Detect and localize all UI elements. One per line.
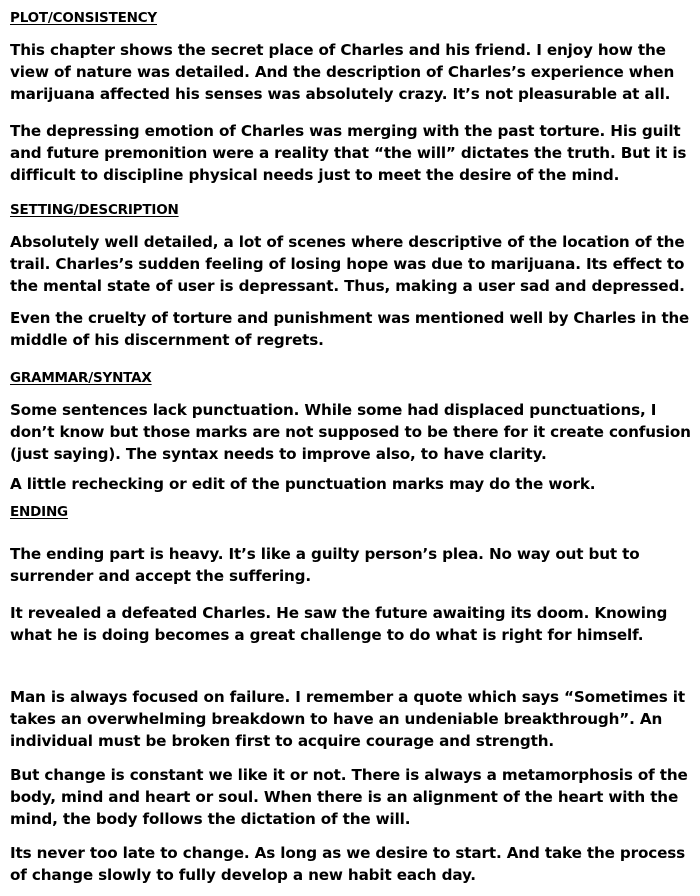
paragraph-line: surrender and accept the suffering. [10,567,312,585]
section-heading: ENDING [10,504,68,520]
paragraph-line: Absolutely well detailed, a lot of scenes where descriptive of the location of the [10,233,685,251]
paragraph [10,686,685,752]
paragraph [10,543,640,587]
paragraph-line: what he is doing becomes a great challenge to do what is right for himself. [10,626,644,644]
paragraph-line: middle of his discernment of regrets. [10,331,324,349]
section-heading: PLOT/CONSISTENCY [10,10,157,26]
paragraph-line: body, mind and heart or soul. When there is an alignment of the heart with the [10,788,679,806]
paragraph-line: Some sentences lack punctuation. While some had displaced punctuations, I [10,401,657,419]
section-heading: SETTING/DESCRIPTION [10,202,179,218]
paragraph-line: trail. Charles’s sudden feeling of losing hope was due to marijuana. Its effect to [10,255,685,273]
paragraph-line: The ending part is heavy. It’s like a guilty person’s plea. No way out but to [10,545,640,563]
paragraph-line: don’t know but those marks are not supposed to be there for it create confusion [10,423,691,441]
paragraph [10,39,674,105]
paragraph-line: Even the cruelty of torture and punishment was mentioned well by Charles in the [10,309,690,327]
paragraph [10,231,685,297]
paragraph-line: Its never too late to change. As long as we desire to start. And take the process [10,844,686,862]
section-heading: GRAMMAR/SYNTAX [10,370,152,386]
paragraph-line: the mental state of user is depressant. Thus, making a user sad and depressed. [10,277,685,295]
paragraph-line: A little rechecking or edit of the punctuation marks may do the work. [10,475,596,493]
paragraph-line: This chapter shows the secret place of Charles and his friend. I enjoy how the [10,41,666,59]
paragraph [10,602,667,646]
paragraph [10,307,689,351]
paragraph-line: and future premonition were a reality that “the will” dictates the truth. But it is [10,144,687,162]
paragraph [10,120,686,186]
paragraph-line: Man is always focused on failure. I remember a quote which says “Sometimes it [10,688,685,706]
paragraph-line: of change slowly to fully develop a new habit each day. [10,866,476,884]
paragraph [10,473,595,495]
paragraph-line: takes an overwhelming breakdown to have an undeniable breakthrough”. An [10,710,663,728]
paragraph-line: But change is constant we like it or not. There is always a metamorphosis of the [10,766,688,784]
paragraph [10,764,688,830]
paragraph-line: individual must be broken first to acquire courage and strength. [10,732,554,750]
paragraph [10,399,691,465]
paragraph-line: view of nature was detailed. And the description of Charles’s experience when [10,63,675,81]
paragraph-line: The depressing emotion of Charles was merging with the past torture. His guilt [10,122,681,140]
paragraph-line: difficult to discipline physical needs just to meet the desire of the mind. [10,166,620,184]
paragraph-line: It revealed a defeated Charles. He saw the future awaiting its doom. Knowing [10,604,668,622]
paragraph [10,842,685,886]
paragraph-line: marijuana affected his senses was absolutely crazy. It’s not pleasurable at all. [10,85,671,103]
paragraph-line: mind, the body follows the dictation of the will. [10,810,411,828]
paragraph-line: (just saying). The syntax needs to improve also, to have clarity. [10,445,547,463]
